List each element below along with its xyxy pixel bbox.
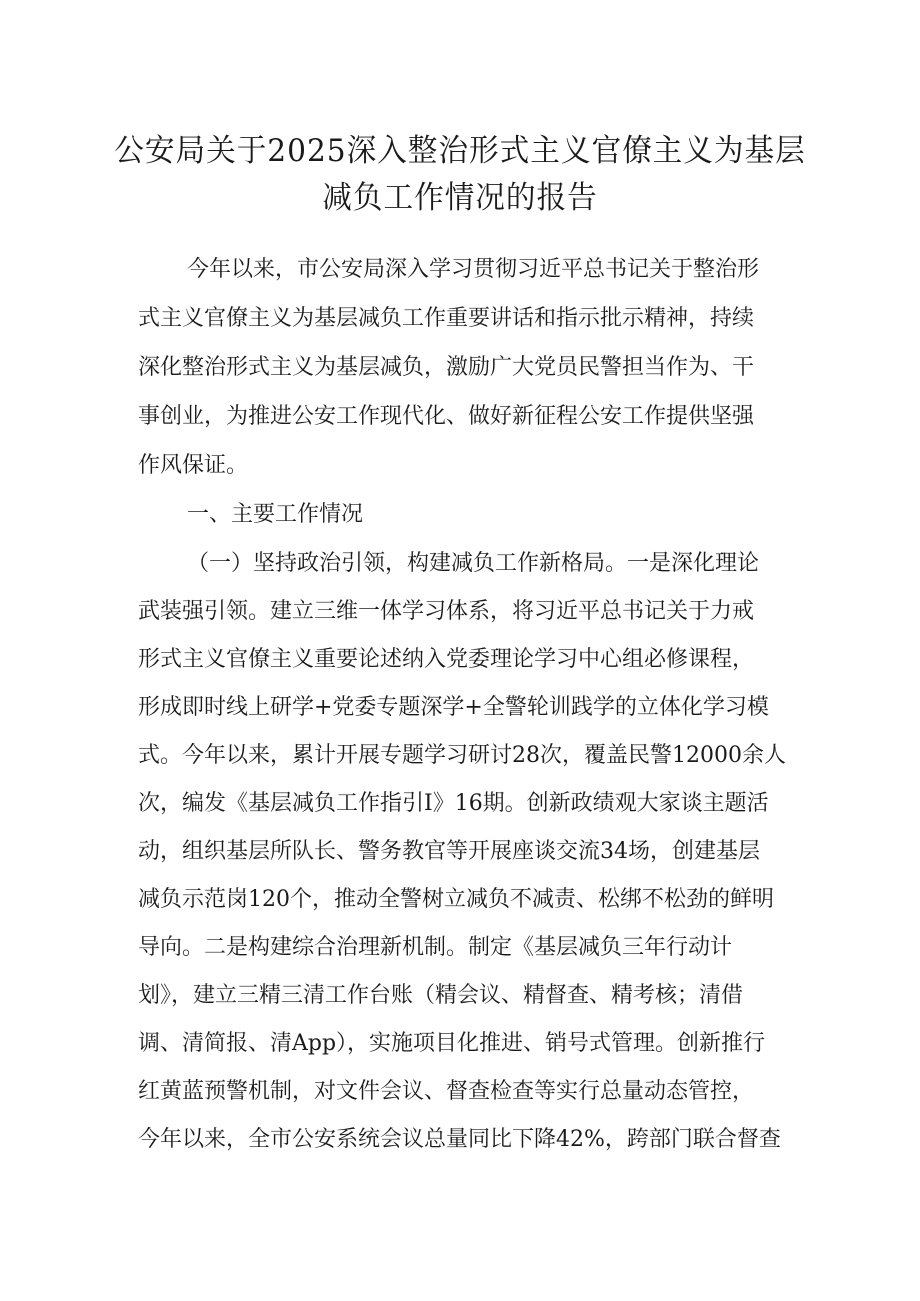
body-line: 次，编发《基层减负工作指引I》16期。创新政绩观大家谈主题活 <box>138 791 769 816</box>
body-line: 今年以来，市公安局深入学习贯彻习近平总书记关于整治形 <box>187 257 760 282</box>
body-line: 作风保证。 <box>138 453 249 478</box>
section-heading: 一、主要工作情况 <box>187 502 364 527</box>
body-line: 调、清简报、清App），实施项目化推进、销号式管理。创新推行 <box>138 1031 766 1056</box>
body-line: （一）坚持政治引领，构建减负工作新格局。一是深化理论 <box>187 551 760 576</box>
body-line: 事创业，为推进公安工作现代化、做好新征程公安工作提供坚强 <box>138 404 755 429</box>
body-line: 减负示范岗120个，推动全警树立减负不减责、松绑不松劲的鲜明 <box>138 887 774 912</box>
body-line: 动，组织基层所队长、警务教官等开展座谈交流34场，创建基层 <box>138 839 760 864</box>
body-line: 红黄蓝预警机制，对文件会议、督查检查等实行总量动态管控， <box>138 1079 755 1104</box>
document-title-line-2: 减负工作情况的报告 <box>322 180 598 216</box>
body-line: 形成即时线上研学+党委专题深学+全警轮训践学的立体化学习模 <box>138 695 769 720</box>
body-line: 式。今年以来，累计开展专题学习研讨28次，覆盖民警12000余人 <box>138 743 786 768</box>
body-line: 划》，建立三精三清工作台账（精会议、精督查、精考核；清借 <box>138 983 744 1008</box>
body-line: 武装强引领。建立三维一体学习体系，将习近平总书记关于力戒 <box>138 599 755 624</box>
body-line: 式主义官僚主义为基层减负工作重要讲话和指示批示精神，持续 <box>138 306 755 331</box>
document-title-line-1: 公安局关于2025深入整治形式主义官僚主义为基层 <box>114 133 806 169</box>
body-line: 深化整治形式主义为基层减负，激励广大党员民警担当作为、干 <box>138 355 755 380</box>
body-line: 形式主义官僚主义重要论述纳入党委理论学习中心组必修课程， <box>138 647 755 672</box>
body-line: 今年以来，全市公安系统会议总量同比下降42%，跨部门联合督查 <box>138 1127 781 1152</box>
body-line: 导向。二是构建综合治理新机制。制定《基层减负三年行动计 <box>138 935 733 960</box>
